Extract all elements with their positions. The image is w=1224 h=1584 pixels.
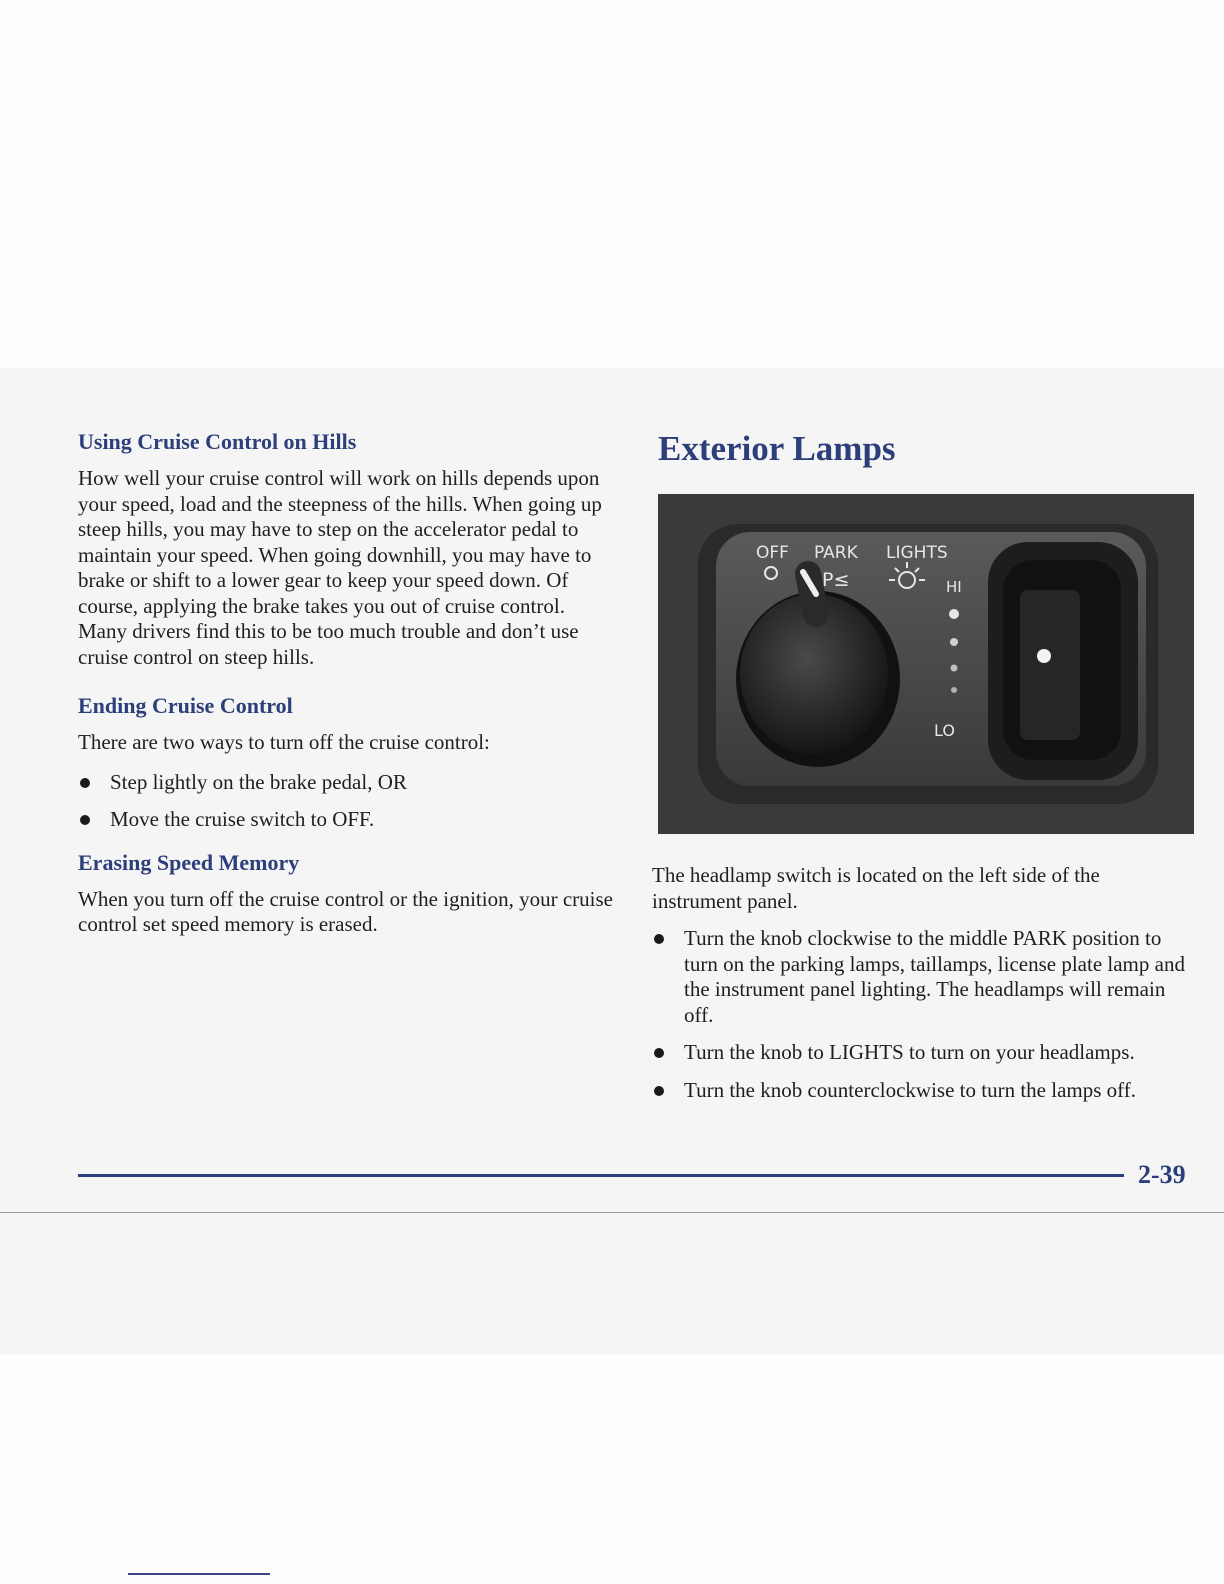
headlamp-switch-photo [658, 494, 1194, 834]
page-title: Exterior Lamps [658, 429, 896, 468]
page-number: 2-39 [1138, 1160, 1186, 1189]
headlamp-bullet-list [652, 926, 1192, 1103]
section-heading-hills: Using Cruise Control on Hills [78, 429, 357, 454]
bullet-icon [654, 934, 664, 944]
section-heading-ending: Ending Cruise Control [78, 693, 293, 718]
paragraph-hills: How well your cruise control will work on hills depends upon your speed, load and the steepness of the hills. When going up steep hills, you may have to step on the accelerator pedal to maintain your speed. When going downhill, you may have to brake or shift to a lower gear to keep your speed down. Of course, applying the brake takes you out of cruise control. Many drivers find this to be too much trouble and don’t use cruise control on steep hills. [78, 466, 602, 669]
dimmer-dot [950, 638, 958, 646]
footer-rule [78, 1174, 1124, 1177]
dimmer-label-hi: HI [946, 578, 962, 596]
dimmer-dot [951, 687, 957, 693]
dimmer-dot [949, 609, 959, 619]
dimmer-dot [951, 665, 958, 672]
list-item-text: Step lightly on the brake pedal, OR [110, 769, 407, 794]
ending-bullet-list [78, 770, 618, 833]
list-item-text: Move the cruise switch to OFF. [110, 807, 375, 831]
bullet-icon [80, 815, 90, 825]
dimmer-indicator-dot [1037, 649, 1051, 663]
list-item [78, 770, 618, 796]
paragraph-erasing: When you turn off the cruise control or the ignition, your cruise control set speed memory is erased. [78, 886, 613, 936]
bullet-icon [80, 778, 90, 788]
list-item-text: Turn the knob to LIGHTS to turn on your headlamps. [684, 1040, 1135, 1064]
dimmer-label-lo: LO [934, 721, 955, 740]
switch-label-park: PARK [814, 543, 858, 563]
right-column-text [652, 863, 1192, 1115]
left-column [78, 428, 618, 938]
park-lamp-icon: P≤ [822, 569, 850, 591]
switch-label-lights: LIGHTS [886, 543, 948, 563]
right-column [658, 428, 1198, 470]
list-item [652, 926, 1192, 1028]
list-item-text: Turn the knob clockwise to the middle PARK position to turn on the parking lamps, taillamps, license plate lamp and the instrument panel lighting. The headlamps will remain off. [684, 926, 1185, 1027]
page-edge-line [0, 1212, 1224, 1213]
bullet-icon [654, 1048, 664, 1058]
list-item [652, 1040, 1192, 1066]
bullet-icon [654, 1086, 664, 1096]
paragraph-ending-intro: There are two ways to turn off the cruise control: [78, 730, 490, 754]
list-item [652, 1078, 1192, 1104]
list-item [78, 807, 618, 833]
list-item-text: Turn the knob counterclockwise to turn the lamps off. [684, 1077, 1137, 1102]
footer-underline [128, 1573, 270, 1575]
switch-label-off: OFF [756, 543, 789, 563]
paragraph-headlamp-location: The headlamp switch is located on the left side of the instrument panel. [652, 863, 1100, 913]
headlamp-switch-illustration [658, 494, 1194, 834]
section-heading-erasing: Erasing Speed Memory [78, 849, 300, 875]
